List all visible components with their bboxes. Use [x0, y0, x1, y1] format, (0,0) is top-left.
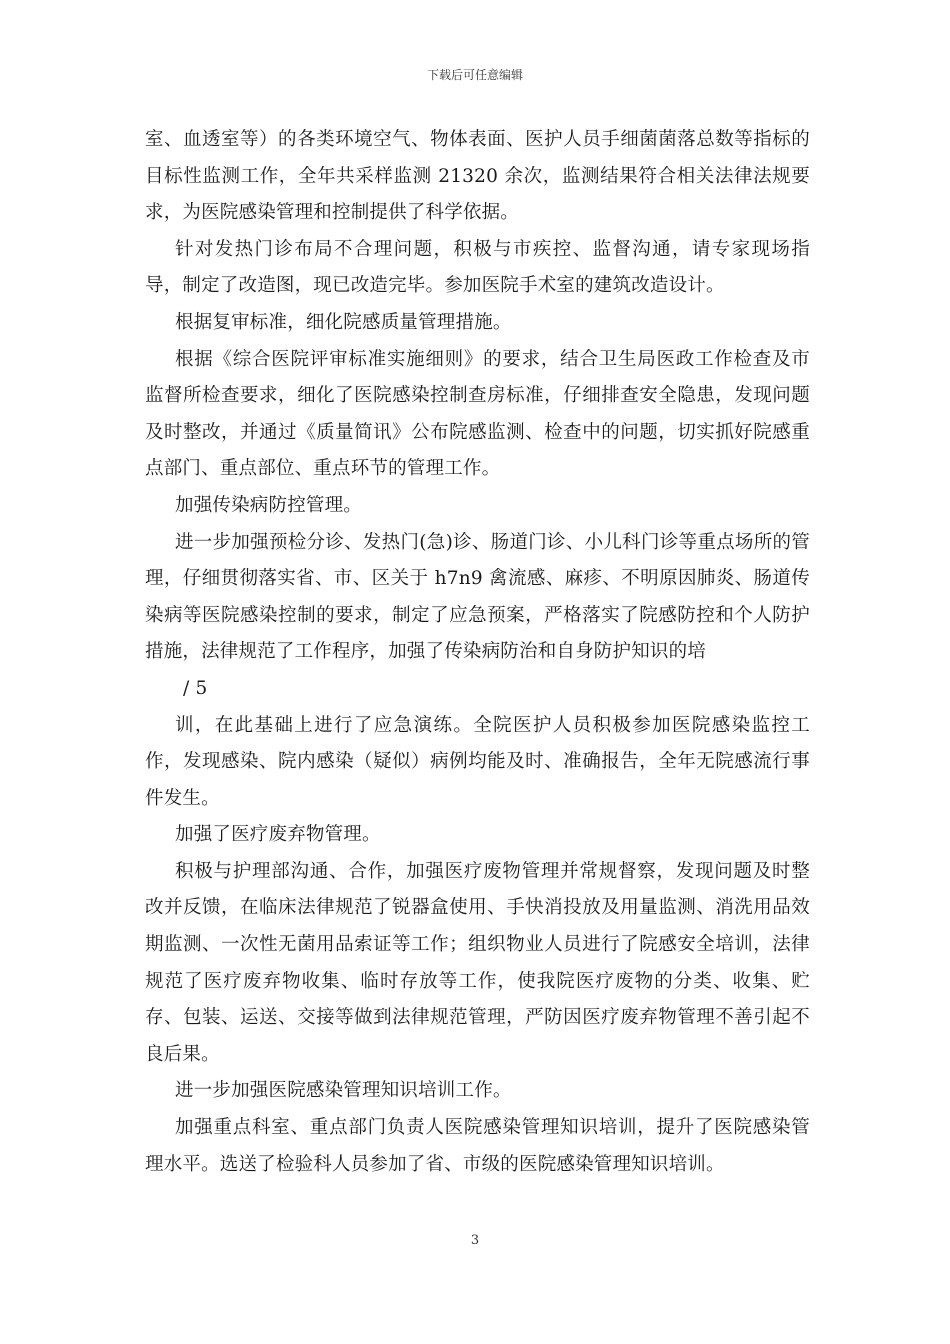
page-header: 下载后可任意编辑 [426, 68, 523, 82]
paragraph: 训，在此基础上进行了应急演练。全院医护人员积极参加医院感染监控工作，发现感染、院内感染（疑似）病例均能及时、准确报告，全年无院感流行事件发生。 [145, 714, 810, 809]
section-heading: 根据复审标准，细化院感质量管理措施。 [175, 311, 512, 333]
paragraph: 根据《综合医院评审标准实施细则》的要求，结合卫生局医政工作检查及市监督所检查要求，细化了医院感染控制查房标准，仔细排查安全隐患，发现问题及时整改，并通过《质量简讯》公布院感监测、检查中的问题，切实抓好院感重点部门、重点部位、重点环节的管理工作。 [145, 348, 810, 480]
section-heading: 加强传染病防控管理。 [175, 494, 363, 516]
document-body [145, 122, 810, 1183]
paragraph: 积极与护理部沟通、合作，加强医疗废物管理并常规督察，发现问题及时整改并反馈，在临床法律规范了锐器盒使用、手快消投放及用量监测、消洗用品效期监测、一次性无菌用品索证等工作；组织物业人员进行了院感安全培训，法律规范了医疗废弃物收集、临时存放等工作，使我院医疗废物的分类、收集、贮存、包装、运送、交接等做到法律规范管理，严防因医疗废弃物管理不善引起不良后果。 [145, 860, 810, 1065]
paragraph: 室、血透室等）的各类环境空气、物体表面、医护人员手细菌菌落总数等指标的目标性监测工作，全年共采样监测 21320 余次，监测结果符合相关法律法规要求，为医院感染管理和控制提供了科学依据。 [145, 129, 810, 224]
paragraph: 加强重点科室、重点部门负责人医院感染管理知识培训，提升了医院感染管理水平。选送了检验科人员参加了省、市级的医院感染管理知识培训。 [145, 1117, 810, 1175]
page-fragment-marker: / 5 [183, 677, 208, 699]
paragraph: 针对发热门诊布局不合理问题，积极与市疾控、监督沟通，请专家现场指导，制定了改造图，现已改造完毕。参加医院手术室的建筑改造设计。 [145, 238, 810, 297]
page-number: 3 [470, 1233, 480, 1248]
section-heading: 加强了医疗废弃物管理。 [175, 824, 381, 846]
section-heading: 进一步加强医院感染管理知识培训工作。 [175, 1080, 512, 1102]
paragraph: 进一步加强预检分诊、发热门(急)诊、肠道门诊、小儿科门诊等重点场所的管理，仔细贯彻落实省、市、区关于 h7n9 禽流感、麻疹、不明原因肺炎、肠道传染病等医院感染控制的要求，制定了应急预案，严格落实了院感防控和个人防护措施，法律规范了工作程序，加强了传染病防治和自身防护知识的培 [145, 531, 810, 663]
